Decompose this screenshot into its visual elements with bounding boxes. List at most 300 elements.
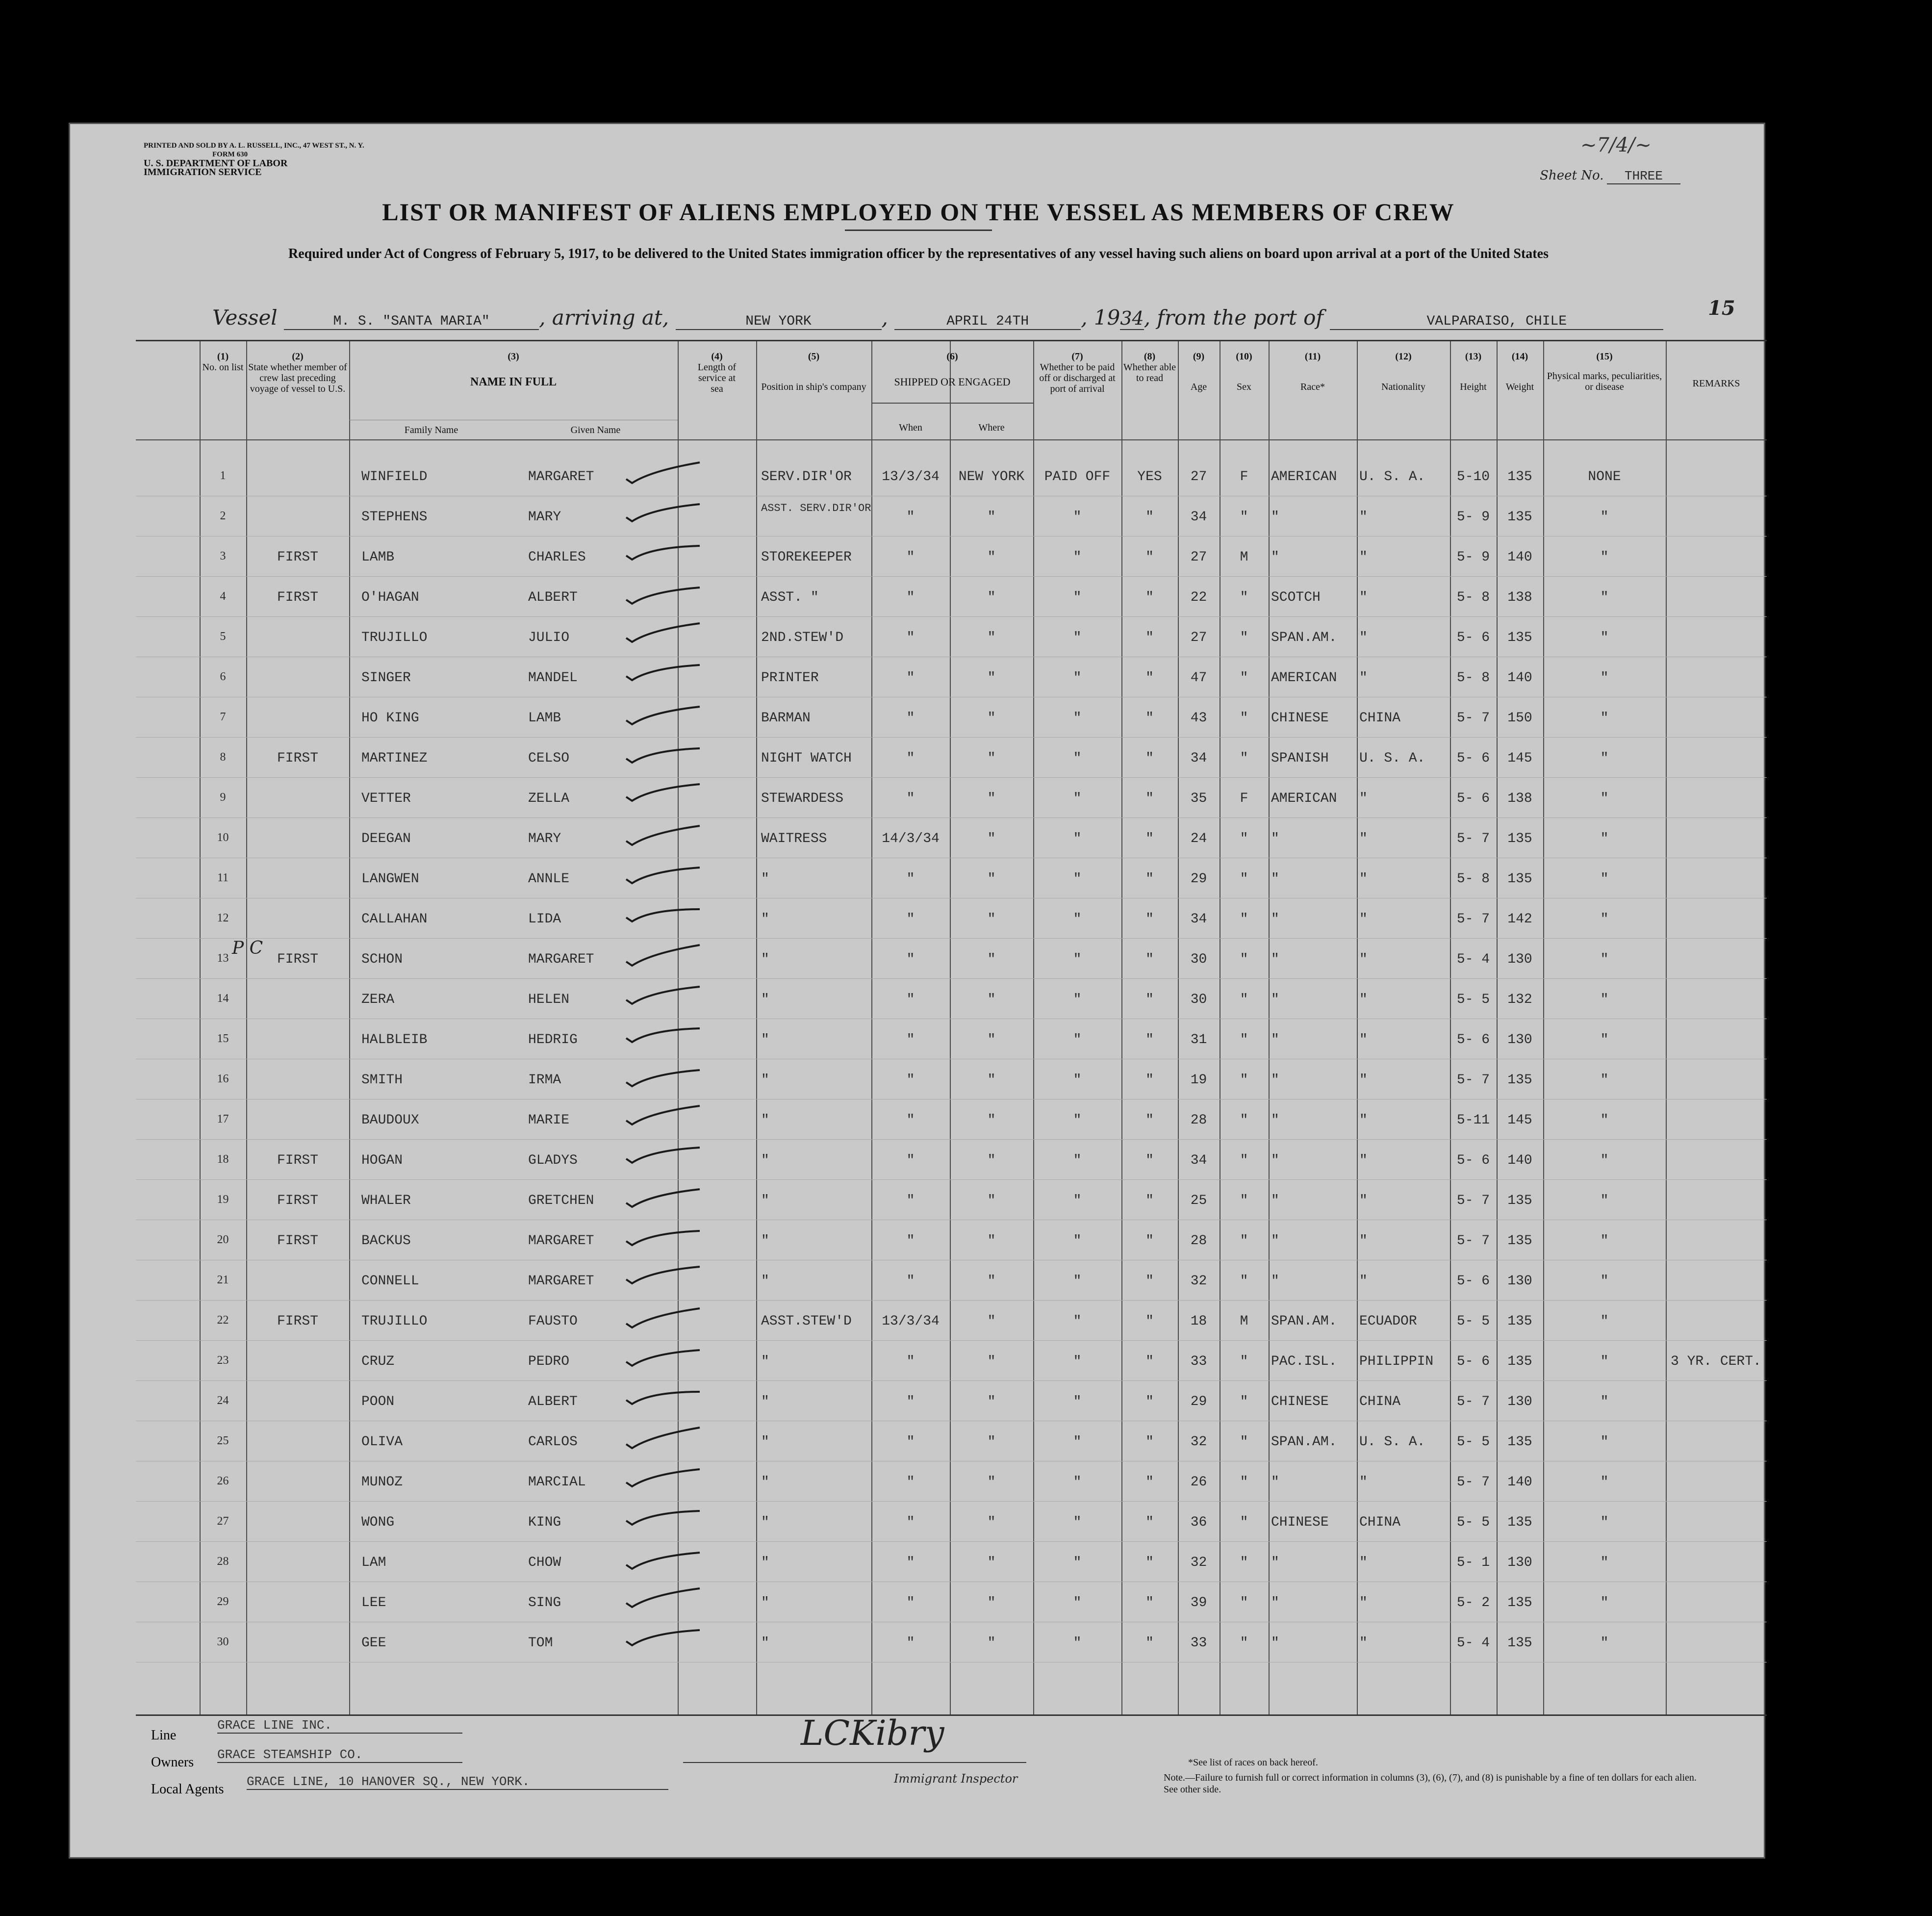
cell-height: 5-10 xyxy=(1456,469,1490,485)
check-mark xyxy=(621,1625,705,1654)
cell-weight: 130 xyxy=(1507,1555,1532,1570)
cell-marks: " xyxy=(1600,1032,1609,1047)
cell-given: TOM xyxy=(528,1635,553,1651)
cell-marks: " xyxy=(1600,831,1609,846)
cell-where: " xyxy=(987,550,996,565)
cell-age: 32 xyxy=(1190,1555,1207,1570)
cell-no: 13 xyxy=(217,952,229,965)
cell-age: 18 xyxy=(1190,1314,1207,1329)
cell-sex: " xyxy=(1240,1113,1248,1128)
cell-marks: " xyxy=(1600,1274,1609,1289)
check-mark xyxy=(621,1263,705,1292)
year-value: 34 xyxy=(1120,307,1144,329)
cell-where: " xyxy=(987,1394,996,1409)
table-row xyxy=(136,939,1767,979)
cell-paid: " xyxy=(1073,1434,1082,1450)
cell-when: 13/3/34 xyxy=(882,1314,940,1329)
cell-where: " xyxy=(987,1233,996,1249)
cell-marks: NONE xyxy=(1588,469,1621,485)
cell-given: MARCIAL xyxy=(528,1475,586,1490)
cell-paid: " xyxy=(1073,952,1082,967)
cell-no: 15 xyxy=(217,1032,229,1045)
cell-race: " xyxy=(1271,1233,1279,1249)
cell-where: NEW YORK xyxy=(958,469,1025,485)
family-name-header: Family Name xyxy=(404,425,458,435)
races-note: *See list of races on back hereof. xyxy=(1188,1757,1318,1768)
table-row xyxy=(136,698,1767,738)
cell-family: BAUDOUX xyxy=(361,1113,419,1128)
cell-sex: " xyxy=(1240,1555,1248,1570)
cell-height: 5- 8 xyxy=(1456,670,1490,686)
cell-nat: ECUADOR xyxy=(1359,1314,1417,1329)
cell-position: PRINTER xyxy=(761,670,819,686)
cell-no: 16 xyxy=(217,1073,229,1085)
cell-sex: M xyxy=(1240,550,1248,565)
cell-family: POON xyxy=(361,1394,395,1409)
cell-where: " xyxy=(987,871,996,887)
cell-height: 5- 5 xyxy=(1456,992,1490,1007)
cell-paid: " xyxy=(1073,1555,1082,1570)
table-row xyxy=(136,979,1767,1020)
cell-sex: " xyxy=(1240,1073,1248,1088)
remarks-header: REMARKS xyxy=(1692,378,1740,389)
table-row xyxy=(136,778,1767,818)
cell-family: WONG xyxy=(361,1515,395,1530)
cell-no: 23 xyxy=(217,1354,229,1367)
cell-age: 29 xyxy=(1190,1394,1207,1409)
cell-marks: " xyxy=(1600,1153,1609,1168)
cell-where: " xyxy=(987,1555,996,1570)
cell-where: " xyxy=(987,952,996,967)
arriving-value: NEW YORK xyxy=(676,314,882,330)
col-8-header: (8) Whether able to read xyxy=(1123,351,1176,383)
cell-given: MARY xyxy=(528,510,561,525)
manifest-sheet xyxy=(69,123,1765,1859)
cell-marks: " xyxy=(1600,1314,1609,1329)
cell-nat: " xyxy=(1359,831,1368,846)
cell-weight: 140 xyxy=(1507,670,1532,686)
cell-nat: " xyxy=(1359,992,1368,1007)
cell-remarks: 3 YR. CERT. xyxy=(1671,1354,1761,1369)
cell-where: " xyxy=(987,1515,996,1530)
cell-when: " xyxy=(906,670,915,686)
cell-age: 25 xyxy=(1190,1193,1207,1208)
cell-weight: 142 xyxy=(1507,912,1532,927)
cell-weight: 135 xyxy=(1507,1354,1532,1369)
cell-position: 2ND.STEW'D xyxy=(761,630,844,645)
cell-given: LAMB xyxy=(528,711,561,726)
cell-no: 2 xyxy=(220,510,226,522)
cell-when: " xyxy=(906,550,915,565)
cell-race: " xyxy=(1271,510,1279,525)
cell-sex: " xyxy=(1240,711,1248,726)
cell-nat: " xyxy=(1359,1193,1368,1208)
cell-height: 5- 6 xyxy=(1456,751,1490,766)
check-mark xyxy=(621,1102,705,1131)
cell-where: " xyxy=(987,1595,996,1610)
cell-age: 33 xyxy=(1190,1354,1207,1369)
table-row xyxy=(136,818,1767,859)
cell-weight: 135 xyxy=(1507,1595,1532,1610)
cell-read: " xyxy=(1145,630,1154,645)
cell-age: 19 xyxy=(1190,1073,1207,1088)
cell-family: DEEGAN xyxy=(361,831,411,846)
cell-family: TRUJILLO xyxy=(361,630,428,645)
col-13-header: (13) Height xyxy=(1460,351,1487,392)
cell-read: " xyxy=(1145,1354,1154,1369)
cell-when: " xyxy=(906,1394,915,1409)
check-mark xyxy=(621,780,705,810)
col-15-header: (15) Physical marks, peculiarities, or disease xyxy=(1547,351,1662,392)
cell-sex: " xyxy=(1240,1595,1248,1610)
local-agents-label: Local Agents xyxy=(151,1782,224,1797)
cell-nat: " xyxy=(1359,791,1368,806)
cell-when: " xyxy=(906,1555,915,1570)
cell-weight: 135 xyxy=(1507,871,1532,887)
crew-rows xyxy=(136,447,1767,1702)
cell-when: " xyxy=(906,1515,915,1530)
cell-where: " xyxy=(987,1193,996,1208)
when-header: When xyxy=(899,422,922,433)
cell-when: " xyxy=(906,1595,915,1610)
cell-age: 28 xyxy=(1190,1233,1207,1249)
cell-height: 5- 1 xyxy=(1456,1555,1490,1570)
cell-given: MANDEL xyxy=(528,670,578,686)
cell-given: HELEN xyxy=(528,992,570,1007)
check-mark xyxy=(621,981,705,1011)
cell-age: 43 xyxy=(1190,711,1207,726)
cell-no: 17 xyxy=(217,1113,229,1125)
table-row xyxy=(136,617,1767,658)
cell-family: WINFIELD xyxy=(361,469,428,485)
cell-race: " xyxy=(1271,871,1279,887)
form-line: FORM 630 xyxy=(212,151,248,158)
cell-nat: " xyxy=(1359,1113,1368,1128)
cell-when: " xyxy=(906,751,915,766)
cell-where: " xyxy=(987,510,996,525)
cell-paid: " xyxy=(1073,1354,1082,1369)
check-mark xyxy=(621,1142,705,1172)
cell-paid: " xyxy=(1073,1314,1082,1329)
cell-family: SINGER xyxy=(361,670,411,686)
cell-position: ASST. SERV.DIR'OR xyxy=(761,502,871,514)
cell-when: " xyxy=(906,912,915,927)
cell-when: " xyxy=(906,871,915,887)
check-mark xyxy=(621,1424,705,1453)
cell-height: 5- 5 xyxy=(1456,1314,1490,1329)
cell-height: 5- 7 xyxy=(1456,1233,1490,1249)
cell-nat: " xyxy=(1359,1032,1368,1047)
cell-sex: " xyxy=(1240,510,1248,525)
table-row xyxy=(136,1542,1767,1583)
cell-no: 1 xyxy=(220,469,226,482)
cell-race: SPAN.AM. xyxy=(1271,1434,1337,1450)
cell-sex: " xyxy=(1240,1354,1248,1369)
line-label: Line xyxy=(151,1728,177,1743)
page-stamp: 15 xyxy=(1708,297,1735,320)
cell-age: 31 xyxy=(1190,1032,1207,1047)
line-value: GRACE LINE INC. xyxy=(217,1718,462,1734)
cell-position: STOREKEEPER xyxy=(761,550,852,565)
cell-paid: " xyxy=(1073,1233,1082,1249)
cell-family: ZERA xyxy=(361,992,395,1007)
cell-sex: " xyxy=(1240,912,1248,927)
cell-weight: 135 xyxy=(1507,1434,1532,1450)
check-mark xyxy=(621,1182,705,1212)
cell-paid: " xyxy=(1073,1475,1082,1490)
cell-paid: " xyxy=(1073,1274,1082,1289)
cell-family: CONNELL xyxy=(361,1274,419,1289)
cell-read: " xyxy=(1145,1635,1154,1651)
cell-sex: " xyxy=(1240,992,1248,1007)
table-row xyxy=(136,738,1767,778)
cell-race: " xyxy=(1271,831,1279,846)
cell-given: FAUSTO xyxy=(528,1314,578,1329)
cell-sex: " xyxy=(1240,1153,1248,1168)
table-row xyxy=(136,1341,1767,1381)
cell-no: 19 xyxy=(217,1193,229,1206)
cell-height: 5- 7 xyxy=(1456,711,1490,726)
cell-where: " xyxy=(987,1113,996,1128)
cell-read: " xyxy=(1145,912,1154,927)
check-mark xyxy=(621,499,705,528)
cell-nat: " xyxy=(1359,1595,1368,1610)
cell-height: 5- 9 xyxy=(1456,550,1490,565)
cell-nat: " xyxy=(1359,952,1368,967)
check-mark xyxy=(621,539,705,568)
cell-prev: FIRST xyxy=(277,1314,318,1329)
cell-race: " xyxy=(1271,1595,1279,1610)
col-1-header: (1) No. on list xyxy=(202,351,244,373)
table-row xyxy=(136,1583,1767,1623)
cell-paid: " xyxy=(1073,751,1082,766)
cell-age: 34 xyxy=(1190,912,1207,927)
check-mark xyxy=(621,700,705,729)
cell-where: " xyxy=(987,1434,996,1450)
cell-given: MARY xyxy=(528,831,561,846)
cell-marks: " xyxy=(1600,1233,1609,1249)
cell-nat: U. S. A. xyxy=(1359,1434,1425,1450)
check-mark xyxy=(621,740,705,769)
cell-when: " xyxy=(906,1354,915,1369)
cell-read: " xyxy=(1145,751,1154,766)
cell-paid: " xyxy=(1073,1595,1082,1610)
cell-nat: " xyxy=(1359,550,1368,565)
cell-no: 24 xyxy=(217,1394,229,1407)
cell-nat: " xyxy=(1359,1555,1368,1570)
cell-sex: " xyxy=(1240,1475,1248,1490)
cell-family: LAMB xyxy=(361,550,395,565)
cell-given: MARGARET xyxy=(528,469,594,485)
cell-prev: FIRST xyxy=(277,1233,318,1249)
cell-given: GLADYS xyxy=(528,1153,578,1168)
cell-race: " xyxy=(1271,1193,1279,1208)
cell-given: ZELLA xyxy=(528,791,570,806)
cell-age: 35 xyxy=(1190,791,1207,806)
cell-paid: " xyxy=(1073,992,1082,1007)
cell-no: 18 xyxy=(217,1153,229,1166)
cell-sex: " xyxy=(1240,952,1248,967)
cell-weight: 135 xyxy=(1507,469,1532,485)
cell-position: " xyxy=(761,1032,769,1047)
cell-given: CARLOS xyxy=(528,1434,578,1450)
cell-marks: " xyxy=(1600,952,1609,967)
handwritten-annotation: P C xyxy=(232,938,263,958)
col-2-header: (2) State whether member of crew last preceding voyage of vessel to U.S. xyxy=(248,351,347,394)
check-mark xyxy=(621,1464,705,1493)
cell-read: " xyxy=(1145,670,1154,686)
sheet-number-value: THREE xyxy=(1607,169,1680,184)
cell-race: CHINESE xyxy=(1271,1394,1329,1409)
cell-when: " xyxy=(906,590,915,605)
cell-where: " xyxy=(987,711,996,726)
cell-read: " xyxy=(1145,1113,1154,1128)
cell-read: " xyxy=(1145,1555,1154,1570)
cell-race: SPAN.AM. xyxy=(1271,1314,1337,1329)
penalty-note: Note.—Failure to furnish full or correct information in columns (3), (6), (7), and (8) is punishable by a fine of ten dollars for each alien. See other side. xyxy=(1164,1772,1697,1795)
check-mark xyxy=(621,660,705,689)
cell-height: 5- 6 xyxy=(1456,630,1490,645)
cell-marks: " xyxy=(1600,751,1609,766)
cell-no: 9 xyxy=(220,791,226,804)
cell-weight: 130 xyxy=(1507,1274,1532,1289)
cell-age: 47 xyxy=(1190,670,1207,686)
cell-position: " xyxy=(761,952,769,967)
cell-marks: " xyxy=(1600,912,1609,927)
cell-given: ALBERT xyxy=(528,590,578,605)
cell-read: " xyxy=(1145,791,1154,806)
cell-prev: FIRST xyxy=(277,1153,318,1168)
where-header: Where xyxy=(978,422,1005,433)
cell-prev: FIRST xyxy=(277,751,318,766)
cell-read: " xyxy=(1145,590,1154,605)
cell-marks: " xyxy=(1600,1354,1609,1369)
cell-race: CHINESE xyxy=(1271,1515,1329,1530)
cell-age: 30 xyxy=(1190,952,1207,967)
cell-read: " xyxy=(1145,1475,1154,1490)
col-4-header: (4) Length of service at sea xyxy=(697,351,737,394)
cell-sex: F xyxy=(1240,791,1248,806)
cell-height: 5-11 xyxy=(1456,1113,1490,1128)
col-14-header: (14) Weight xyxy=(1505,351,1534,392)
check-mark xyxy=(621,459,705,488)
cell-family: SCHON xyxy=(361,952,403,967)
cell-when: " xyxy=(906,952,915,967)
check-mark xyxy=(621,1383,705,1413)
check-mark xyxy=(621,619,705,649)
cell-race: " xyxy=(1271,912,1279,927)
cell-height: 5- 4 xyxy=(1456,952,1490,967)
cell-marks: " xyxy=(1600,1073,1609,1088)
cell-where: " xyxy=(987,1475,996,1490)
cell-when: " xyxy=(906,1032,915,1047)
cell-sex: " xyxy=(1240,831,1248,846)
cell-race: PAC.ISL. xyxy=(1271,1354,1337,1369)
col-6-header: (6) SHIPPED OR ENGAGED xyxy=(894,351,1011,388)
cell-position: " xyxy=(761,1354,769,1369)
from-port-label: , from the port of xyxy=(1144,306,1323,330)
cell-race: SPAN.AM. xyxy=(1271,630,1337,645)
cell-race: " xyxy=(1271,1113,1279,1128)
cell-weight: 135 xyxy=(1507,1635,1532,1651)
cell-height: 5- 9 xyxy=(1456,510,1490,525)
cell-marks: " xyxy=(1600,510,1609,525)
department-label: U. S. DEPARTMENT OF LABOR xyxy=(144,158,288,169)
cell-read: " xyxy=(1145,1073,1154,1088)
table-row xyxy=(136,1140,1767,1180)
cell-family: TRUJILLO xyxy=(361,1314,428,1329)
cell-height: 5- 6 xyxy=(1456,1274,1490,1289)
crew-table xyxy=(136,340,1767,1716)
cell-paid: " xyxy=(1073,1032,1082,1047)
cell-family: BACKUS xyxy=(361,1233,411,1249)
cell-paid: " xyxy=(1073,630,1082,645)
cell-family: HOGAN xyxy=(361,1153,403,1168)
cell-age: 29 xyxy=(1190,871,1207,887)
cell-weight: 135 xyxy=(1507,510,1532,525)
cell-given: MARGARET xyxy=(528,1233,594,1249)
cell-age: 36 xyxy=(1190,1515,1207,1530)
cell-given: IRMA xyxy=(528,1073,561,1088)
cell-age: 24 xyxy=(1190,831,1207,846)
cell-no: 10 xyxy=(217,831,229,844)
cell-marks: " xyxy=(1600,791,1609,806)
cell-weight: 140 xyxy=(1507,1153,1532,1168)
cell-race: " xyxy=(1271,1153,1279,1168)
cell-nat: " xyxy=(1359,670,1368,686)
cell-read: " xyxy=(1145,992,1154,1007)
cell-when: " xyxy=(906,1113,915,1128)
check-mark xyxy=(621,1303,705,1332)
cell-weight: 135 xyxy=(1507,1073,1532,1088)
cell-no: 6 xyxy=(220,670,226,683)
cell-nat: " xyxy=(1359,1233,1368,1249)
col-5-header: (5) Position in ship's company xyxy=(761,351,866,392)
check-mark xyxy=(621,1223,705,1252)
cell-family: HO KING xyxy=(361,711,419,726)
cell-position: " xyxy=(761,1233,769,1249)
cell-when: " xyxy=(906,1233,915,1249)
cell-marks: " xyxy=(1600,1193,1609,1208)
table-row xyxy=(136,537,1767,577)
cell-no: 28 xyxy=(217,1555,229,1568)
cell-when: " xyxy=(906,1635,915,1651)
table-row xyxy=(136,1100,1767,1140)
table-row xyxy=(136,457,1767,497)
cell-race: " xyxy=(1271,992,1279,1007)
cell-family: VETTER xyxy=(361,791,411,806)
cell-no: 4 xyxy=(220,590,226,603)
vessel-value: M. S. "SANTA MARIA" xyxy=(284,314,539,330)
cell-nat: PHILIPPIN xyxy=(1359,1354,1434,1369)
cell-read: " xyxy=(1145,510,1154,525)
cell-height: 5- 7 xyxy=(1456,1073,1490,1088)
col-9-header: (9) Age xyxy=(1190,351,1207,392)
cell-height: 5- 7 xyxy=(1456,1475,1490,1490)
cell-given: ALBERT xyxy=(528,1394,578,1409)
cell-given: ANNLE xyxy=(528,871,570,887)
cell-family: LANGWEN xyxy=(361,871,419,887)
cell-sex: F xyxy=(1240,469,1248,485)
cell-race: " xyxy=(1271,1274,1279,1289)
cell-family: CRUZ xyxy=(361,1354,395,1369)
cell-marks: " xyxy=(1600,670,1609,686)
cell-paid: " xyxy=(1073,1635,1082,1651)
cell-age: 34 xyxy=(1190,510,1207,525)
cell-when: " xyxy=(906,630,915,645)
cell-given: MARGARET xyxy=(528,1274,594,1289)
cell-paid: " xyxy=(1073,831,1082,846)
